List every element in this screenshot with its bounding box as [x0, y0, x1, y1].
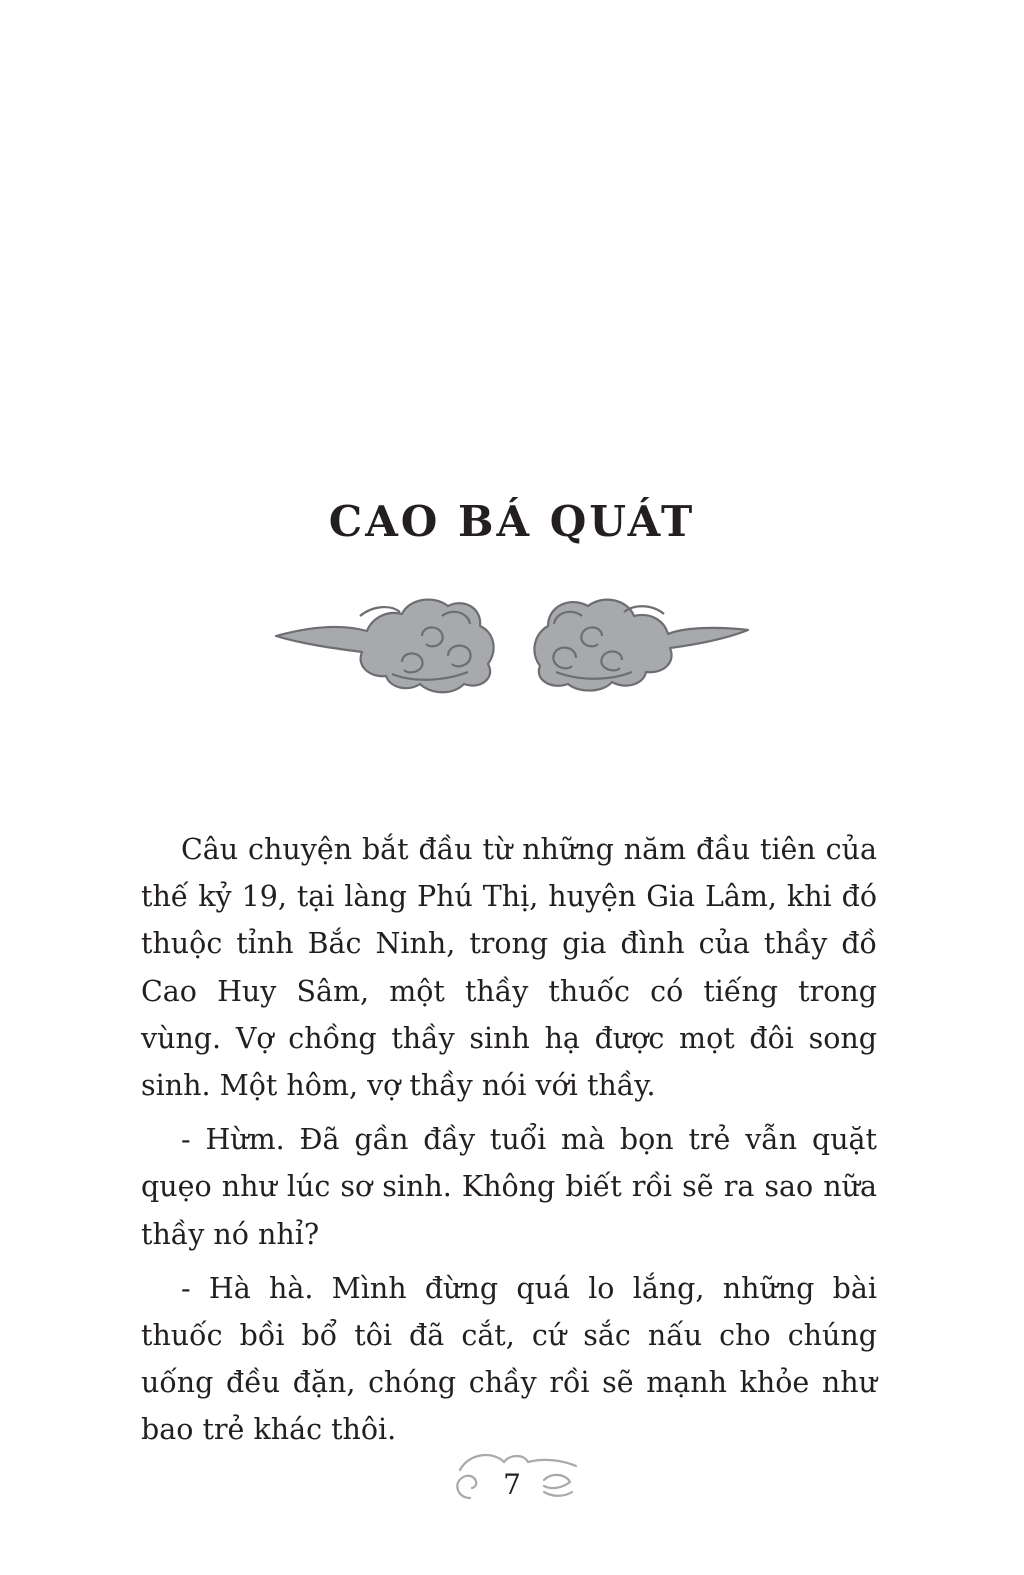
- body-text: [141, 826, 877, 1461]
- paragraph: Câu chuyện bắt đầu từ những năm đầu tiên của thế kỷ 19, tại làng Phú Thị, huyện Gia Lâm, khi đó thuộc tỉnh Bắc Ninh, trong gia đình của thầy đồ Cao Huy Sâm, một thầy thuốc có tiếng trong vùng. Vợ chồng thầy sinh hạ được mọt đôi song sinh. Một hôm, vợ thầy nói với thầy.: [141, 833, 877, 1103]
- page-number: 7: [503, 1468, 521, 1501]
- paragraph: - Hà hà. Mình đừng quá lo lắng, những bài thuốc bồi bổ tôi đã cắt, cứ sắc nấu cho chúng uống đều đặn, chóng chầy rồi sẽ mạnh khỏe như bao trẻ khác thôi.: [141, 1271, 877, 1447]
- cloud-ornament-icon: [272, 586, 752, 701]
- right-cloud-icon: [534, 600, 748, 691]
- chapter-title: CAO BÁ QUÁT: [328, 497, 696, 546]
- left-cloud-icon: [276, 600, 494, 693]
- paragraph: - Hừm. Đã gần đầy tuổi mà bọn trẻ vẫn quặt quẹo như lúc sơ sinh. Không biết rồi sẽ ra sao nữa thầy nó nhỉ?: [141, 1123, 877, 1251]
